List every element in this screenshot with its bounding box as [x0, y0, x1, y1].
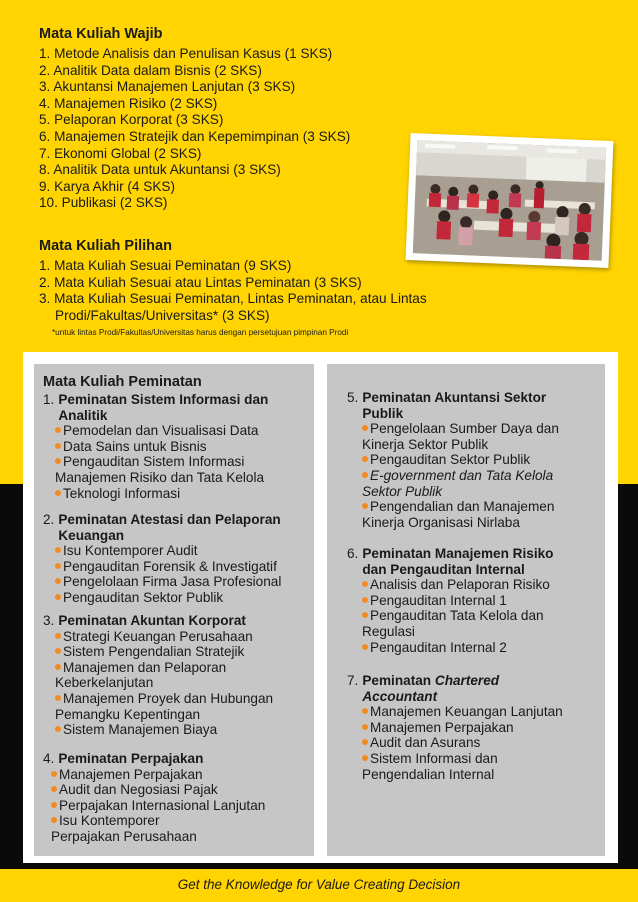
- item-text: Audit dan Negosiasi Pajak: [59, 782, 218, 798]
- group-items: [347, 421, 597, 530]
- list-item: [362, 452, 597, 468]
- list-item: [55, 439, 298, 455]
- item-text: Manajemen Proyek dan Hubungan Pemangku Kepentingan: [55, 690, 274, 722]
- group-title: [43, 512, 305, 543]
- group-number: 1.: [43, 392, 55, 407]
- list-item: [362, 608, 562, 639]
- list-item: [362, 468, 577, 499]
- pilihan-list: [39, 258, 439, 324]
- item-text: Manajemen Keuangan Lanjutan: [370, 704, 563, 720]
- item-text: Strategi Keuangan Perusahaan: [63, 628, 253, 644]
- bullet-icon: [362, 581, 368, 587]
- item-text: Pengauditan Forensik & Investigatif: [63, 558, 277, 574]
- list-item: [55, 722, 305, 738]
- group-title-plain: Peminatan: [362, 673, 435, 688]
- list-item: 9. Karya Akhir (4 SKS): [39, 178, 175, 194]
- item-text: Pengendalian dan Manajemen Kinerja Organisasi Nirlaba: [362, 499, 555, 530]
- item-text: Sistem Pengendalian Stratejik: [63, 644, 245, 660]
- bullet-icon: [362, 708, 368, 714]
- bullet-icon: [55, 578, 61, 584]
- item-text: Pengauditan Tata Kelola dan Regulasi: [362, 608, 544, 639]
- bullet-icon: [55, 594, 61, 600]
- bullet-icon: [55, 726, 61, 732]
- item-text: Pemodelan dan Visualisasi Data: [63, 423, 259, 439]
- peminatan-group-3: [43, 613, 305, 738]
- group-items: [43, 423, 298, 501]
- wajib-list: [39, 46, 419, 212]
- group-title: [347, 673, 597, 704]
- group-title: [43, 751, 305, 767]
- item-text: Manajemen Perpajakan: [59, 766, 203, 782]
- list-item: [362, 751, 512, 782]
- classroom-illustration: [413, 140, 606, 260]
- bullet-icon: [362, 472, 368, 478]
- classroom-photo: [406, 133, 614, 268]
- list-item: 4. Manajemen Risiko (2 SKS): [39, 95, 218, 111]
- list-item: [362, 421, 577, 452]
- bullet-icon: [51, 802, 57, 808]
- wajib-heading: Mata Kuliah Wajib: [39, 26, 163, 42]
- list-item: 2. Analitik Data dalam Bisnis (2 SKS): [39, 62, 262, 78]
- peminatan-group-5: [347, 390, 597, 530]
- bullet-icon: [51, 771, 57, 777]
- item-text: Manajemen Perpajakan: [370, 719, 514, 735]
- group-items: [43, 629, 305, 738]
- item-text: Pengauditan Sektor Publik: [370, 452, 531, 468]
- group-title-text: Peminatan Akuntan Korporat: [58, 613, 246, 628]
- bullet-icon: [362, 739, 368, 745]
- list-item: [55, 543, 305, 559]
- bullet-icon: [51, 786, 57, 792]
- bullet-icon: [55, 664, 61, 670]
- item-text: Sistem Informasi dan Pengendalian Internal: [362, 750, 498, 782]
- item-text: Audit dan Asurans: [370, 735, 481, 751]
- group-number: 6.: [347, 546, 359, 561]
- bullet-icon: [55, 633, 61, 639]
- bullet-icon: [55, 427, 61, 433]
- list-item: [55, 486, 298, 502]
- group-number: 2.: [43, 512, 55, 527]
- bullet-icon: [362, 755, 368, 761]
- bullet-icon: [362, 456, 368, 462]
- bullet-icon: [55, 490, 61, 496]
- peminatan-group-2: [43, 512, 305, 606]
- bullet-icon: [55, 547, 61, 553]
- group-title-text: Peminatan Perpajakan: [58, 751, 204, 766]
- item-text: Pengelolaan Firma Jasa Profesional: [63, 574, 282, 590]
- list-item: [362, 735, 597, 751]
- group-title: [43, 613, 305, 629]
- peminatan-column-right: [327, 364, 605, 856]
- group-number: 5.: [347, 390, 359, 405]
- group-items: [43, 543, 305, 605]
- list-item: [55, 454, 280, 485]
- item-text: Analisis dan Pelaporan Risiko: [370, 577, 550, 593]
- list-item: [362, 593, 597, 609]
- list-item: 10. Publikasi (2 SKS): [39, 195, 168, 211]
- list-item: [55, 574, 305, 590]
- item-text: Pengauditan Internal 1: [370, 592, 507, 608]
- list-item: [55, 660, 250, 691]
- list-item: 3. Mata Kuliah Sesuai Peminatan, Lintas Peminatan, atau Lintas Prodi/Fakultas/Universitas* (3 SKS): [39, 291, 427, 323]
- group-number: 4.: [43, 751, 55, 766]
- group-title-text: Peminatan Akuntansi Sektor Publik: [362, 390, 547, 421]
- bullet-icon: [55, 695, 61, 701]
- bullet-icon: [55, 648, 61, 654]
- item-text: E-government dan Tata Kelola Sektor Publik: [362, 467, 554, 499]
- peminatan-group-4: [43, 751, 305, 845]
- group-title-text: Peminatan Manajemen Risiko dan Pengauditan Internal: [362, 546, 554, 577]
- list-item: 5. Pelaporan Korporat (3 SKS): [39, 112, 224, 128]
- bullet-icon: [51, 817, 57, 823]
- list-item: [55, 559, 305, 575]
- group-items: [347, 577, 597, 655]
- list-item: [51, 767, 305, 783]
- group-title: [43, 392, 298, 423]
- list-item: [362, 640, 597, 656]
- peminatan-group-6: [347, 546, 597, 655]
- list-item: 7. Ekonomi Global (2 SKS): [39, 145, 202, 161]
- item-text: Isu Kontemporer Audit: [63, 543, 198, 559]
- item-text: Sistem Manajemen Biaya: [63, 722, 218, 738]
- bullet-icon: [55, 458, 61, 464]
- list-item: [51, 798, 305, 814]
- bullet-icon: [362, 612, 368, 618]
- photo-image: [413, 140, 606, 260]
- item-text: Pengauditan Sistem Informasi Manajemen Risiko dan Tata Kelola: [55, 454, 265, 485]
- item-text: Manajemen dan Pelaporan Keberkelanjutan: [55, 659, 227, 691]
- footer-tagline: Get the Knowledge for Value Creating Decision: [177, 877, 461, 892]
- bullet-icon: [362, 724, 368, 730]
- peminatan-column-left: [34, 364, 314, 856]
- bullet-icon: [362, 503, 368, 509]
- bullet-icon: [55, 563, 61, 569]
- group-title-text: Peminatan Sistem Informasi dan Analitik: [58, 392, 269, 423]
- item-text: Teknologi Informasi: [63, 485, 181, 501]
- group-title: [347, 546, 597, 577]
- group-number: 3.: [43, 613, 55, 628]
- mata-kuliah-pilihan-section: [39, 238, 439, 337]
- footnote: *untuk lintas Prodi/Fakultas/Universitas harus dengan persetujuan pimpinan Prodi: [52, 328, 349, 338]
- list-item: [362, 704, 597, 720]
- list-item: [55, 423, 298, 439]
- item-text: Data Sains untuk Bisnis: [63, 438, 207, 454]
- list-item: 1. Metode Analisis dan Penulisan Kasus (1 SKS): [39, 46, 333, 61]
- group-title: [347, 390, 597, 421]
- group-number: 7.: [347, 673, 359, 688]
- mata-kuliah-wajib-section: [39, 26, 419, 212]
- group-items: [347, 704, 597, 782]
- list-item: [55, 644, 305, 660]
- peminatan-heading: Mata Kuliah Peminatan: [43, 374, 202, 390]
- list-item: [362, 499, 582, 530]
- list-item: 6. Manajemen Stratejik dan Kepemimpinan (3 SKS): [39, 128, 351, 144]
- bullet-icon: [362, 425, 368, 431]
- list-item: 3. Akuntansi Manajemen Lanjutan (3 SKS): [39, 79, 296, 95]
- list-item: [55, 691, 305, 722]
- list-item: 2. Mata Kuliah Sesuai atau Lintas Peminatan (3 SKS): [39, 274, 362, 290]
- item-text: Isu Kontemporer Perpajakan Perusahaan: [51, 813, 197, 844]
- peminatan-group-1: [43, 392, 298, 501]
- list-item: [51, 782, 305, 798]
- bullet-icon: [362, 644, 368, 650]
- bullet-icon: [55, 443, 61, 449]
- bullet-icon: [362, 597, 368, 603]
- group-title-text: Peminatan Atestasi dan Pelaporan Keuangan: [58, 512, 281, 543]
- item-text: Perpajakan Internasional Lanjutan: [59, 797, 266, 813]
- list-item: [55, 629, 305, 645]
- item-text: Pengauditan Sektor Publik: [63, 589, 224, 605]
- item-text: Pengelolaan Sumber Daya dan Kinerja Sektor Publik: [362, 421, 559, 452]
- pilihan-heading: Mata Kuliah Pilihan: [39, 238, 172, 254]
- list-item: [55, 590, 305, 606]
- group-title-text: [358, 673, 522, 704]
- group-title-italic: Chartered Accountant: [362, 673, 500, 704]
- item-text: Pengauditan Internal 2: [370, 639, 507, 655]
- group-items: [43, 767, 305, 845]
- list-item: 8. Analitik Data untuk Akuntansi (3 SKS): [39, 162, 281, 178]
- list-item: [362, 577, 597, 593]
- list-item: 1. Mata Kuliah Sesuai Peminatan (9 SKS): [39, 258, 292, 273]
- list-item: [362, 720, 597, 736]
- peminatan-group-7: [347, 673, 597, 782]
- list-item: [51, 813, 211, 844]
